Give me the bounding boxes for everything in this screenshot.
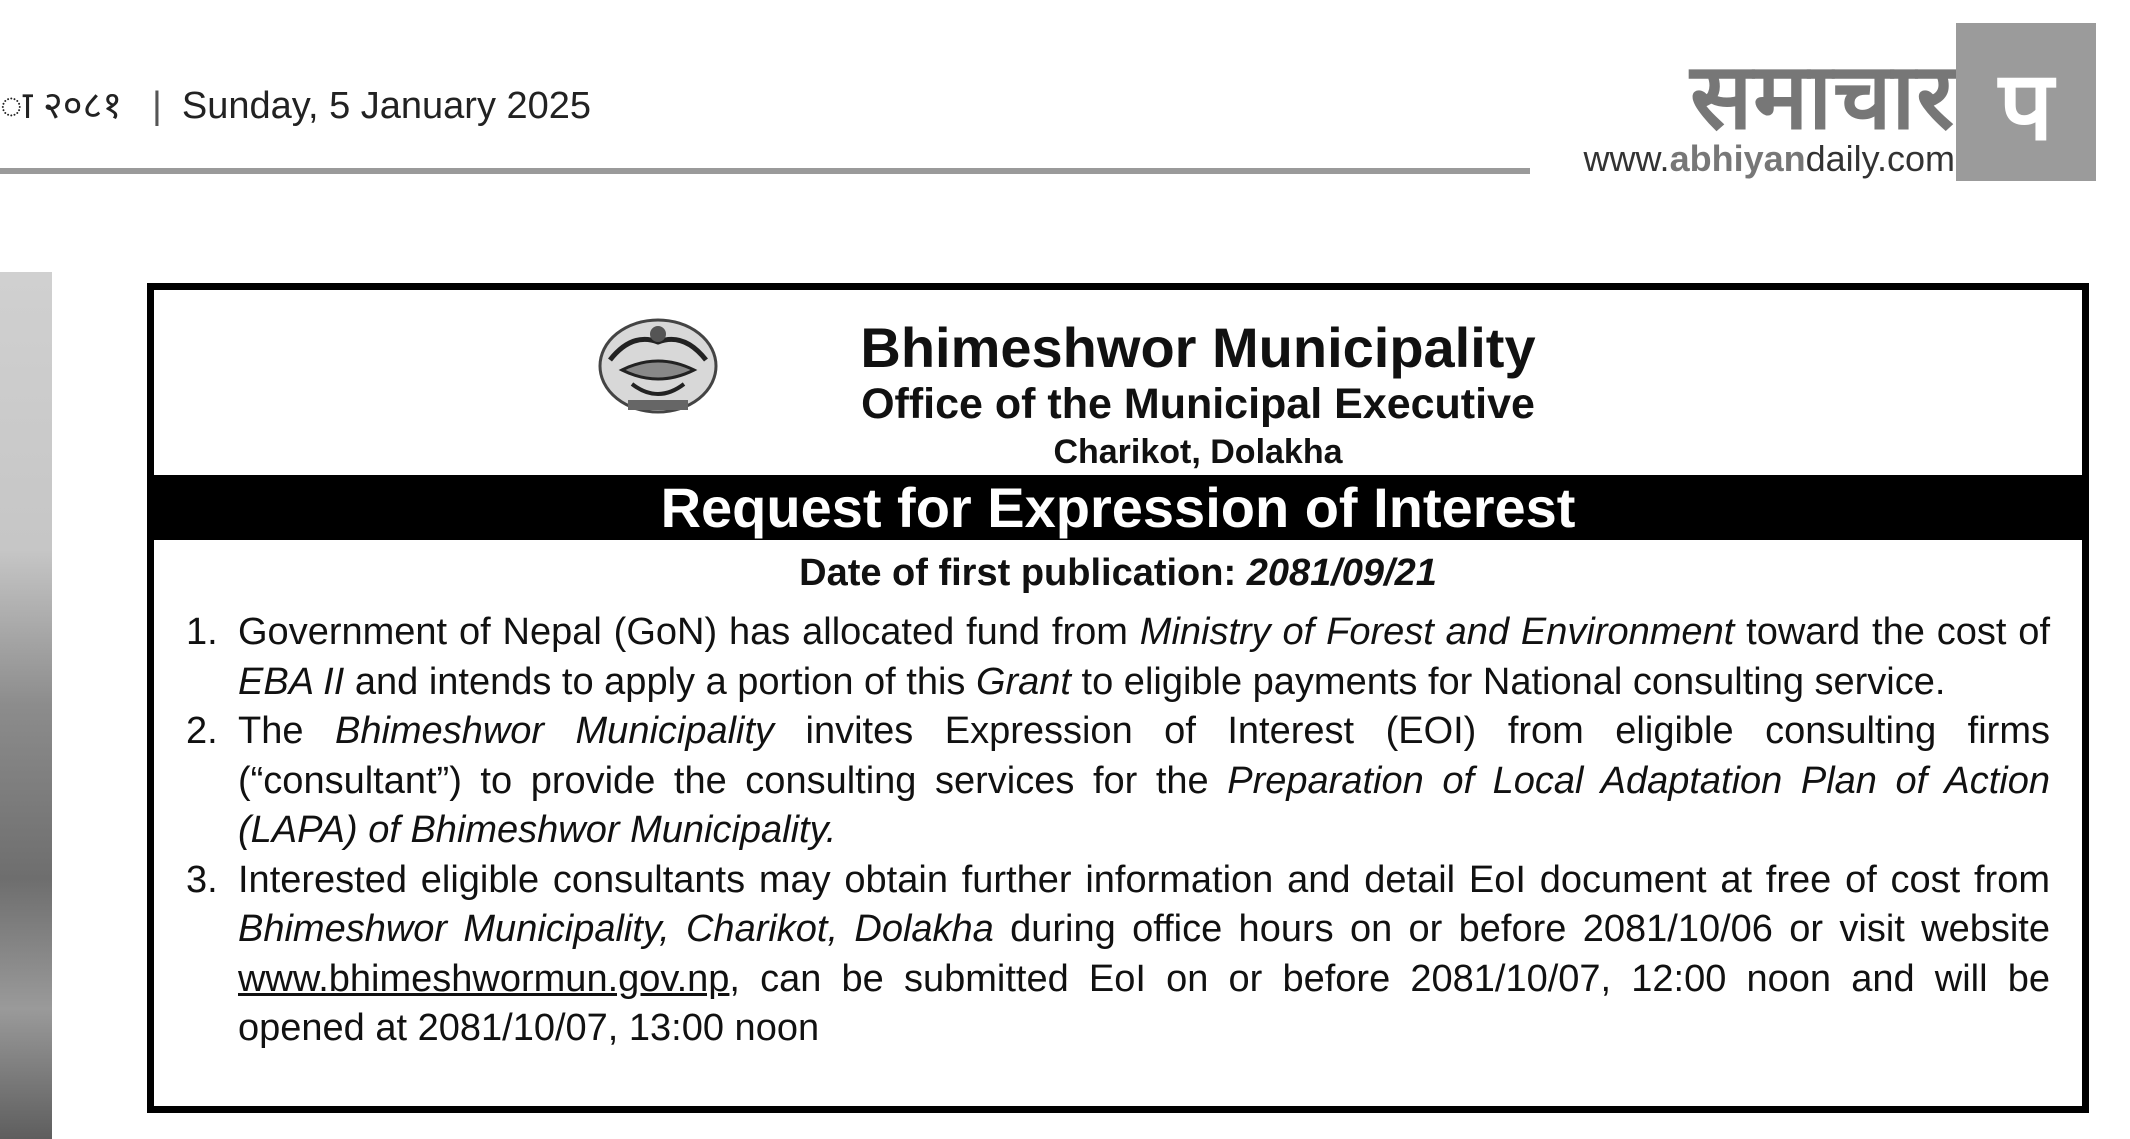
website-suffix: daily.com (1805, 138, 1955, 179)
notice-heading: Request for Expression of Interest (154, 475, 2082, 540)
website-prefix: www. (1583, 138, 1670, 179)
page-number-box (1956, 23, 2096, 181)
side-photo (0, 272, 52, 1139)
date-nepali: ा २०८१ (0, 85, 123, 127)
list-item: 3. Interested eligible consultants may obtain further information and detail EoI document at free of cost from Bhimeshwor Municipality, Charikot, Dolakha during office hours on or before 2081/10/06 or visit website www.bhimeshwormun.gov.np, can be submitted EoI on or before 2081/10/07, 12:00 noon and will be opened at 2081/10/07, 13:00 noon (186, 858, 2050, 1049)
website-brand: abhiyan (1669, 138, 1806, 179)
publication-date (154, 552, 2082, 595)
org-address: Charikot, Dolakha (1053, 433, 1343, 471)
org-name: Bhimeshwor Municipality (860, 316, 1536, 379)
website-link[interactable] (1584, 138, 1955, 180)
publication-value: 2081/09/21 (1246, 552, 1437, 594)
publication-label: Date of first publication: (799, 552, 1237, 594)
section-title: समाचार (1690, 43, 1955, 150)
header-rule (0, 168, 1530, 174)
date-separator: | (152, 85, 162, 127)
page-number: प (1998, 49, 2054, 162)
notice-box (147, 283, 2089, 1113)
municipality-website-link[interactable]: www.bhimeshwormun.gov.np (238, 957, 730, 1000)
list-item: 2. The Bhimeshwor Municipality invites Expression of Interest (EOI) from eligible consulting firms (“consultant”) to provide the consulting services for the Preparation of Local Adaptation Plan of Action (LAPA) of Bhimeshwor Municipality. (186, 710, 2050, 851)
header-date (0, 78, 591, 130)
notice-items (186, 608, 2050, 1054)
date-english: Sunday, 5 January 2025 (181, 85, 592, 127)
org-office: Office of the Municipal Executive (861, 380, 1535, 428)
list-item: 1. Government of Nepal (GoN) has allocated fund from Ministry of Forest and Environment toward the cost of EBA II and intends to apply a portion of this Grant to eligible payments for National consulting service. (186, 611, 2050, 703)
